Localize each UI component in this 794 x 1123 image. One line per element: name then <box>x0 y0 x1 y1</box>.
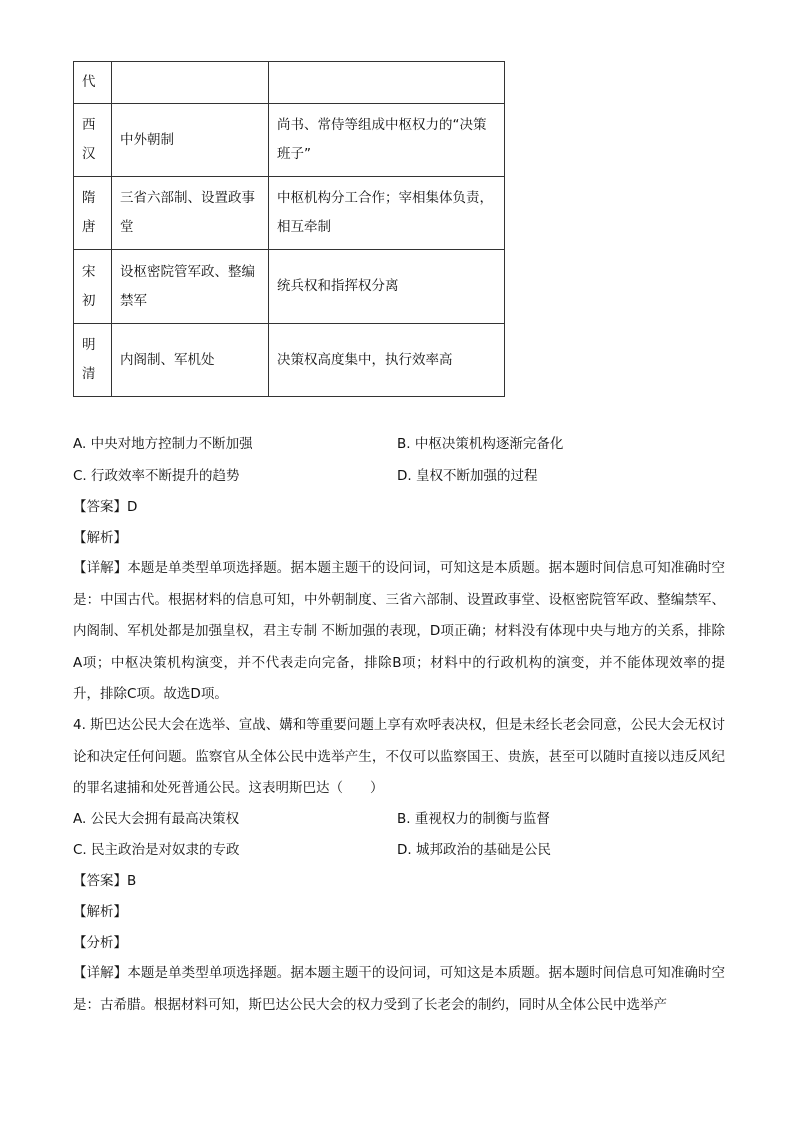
feature-cell: 决策权高度集中，执行效率高 <box>269 324 505 397</box>
era-cell: 明清 <box>74 324 112 397</box>
q4-stem: 4. 斯巴达公民大会在选举、宣战、媾和等重要问题上享有欢呼表决权，但是未经长老会同意，公民大会无权讨论和决定任何问题。监察官从全体公民中选举产生，不仅可以监察国王、贵族，甚至可以随时直接以违反风纪的罪名逮捕和处死普通公民。这表明斯巴达（ ） <box>73 717 725 796</box>
q4-detail: 【详解】本题是单类型单项选择题。据本题主题干的设问词，可知这是本质题。据本题时间信息可知准确时空是：古希腊。根据材料可知，斯巴达公民大会的权力受到了长老会的制约，同时从全体公民中选举产 <box>73 965 725 1013</box>
feature-cell: 中枢机构分工合作；宰相集体负责，相互牵制 <box>269 177 505 250</box>
table-row <box>74 324 505 397</box>
q4-answer: 【答案】B <box>73 873 137 889</box>
feature-cell <box>269 62 505 104</box>
table-row <box>74 250 505 324</box>
q3-detail: 【详解】本题是单类型单项选择题。据本题主题干的设问词，可知这是本质题。据本题时间信息可知准确时空是：中国古代。根据材料的信息可知，中外朝制度、三省六部制、设置政事堂、设枢密院管军政、整编禁军、内阁制、军机处都是加强皇权，君主专制 不断加强的表现，D项正确；材料没有体现中央与地方的关系，排除A项；中枢决策机构演变，并不代表走向完备，排除B项；材料中的行政机构的演变，并不能体现效率的提升，排除C项。故选D项。 <box>73 560 725 702</box>
system-cell: 中外朝制 <box>112 104 269 177</box>
era-cell: 宋初 <box>74 250 112 324</box>
q3-analysis-label: 【解析】 <box>73 530 127 546</box>
system-cell <box>112 62 269 104</box>
q4-option-d: D. 城邦政治的基础是公民 <box>397 842 551 858</box>
era-cell: 西汉 <box>74 104 112 177</box>
q3-option-c: C. 行政效率不断提升的趋势 <box>73 468 240 484</box>
q3-option-d: D. 皇权不断加强的过程 <box>397 468 538 484</box>
era-cell: 代 <box>74 62 112 104</box>
q3-option-b: B. 中枢决策机构逐渐完备化 <box>397 436 564 452</box>
q4-analysis2-label: 【分析】 <box>73 935 127 951</box>
feature-cell: 统兵权和指挥权分离 <box>269 250 505 324</box>
history-table <box>73 61 505 397</box>
q4-option-b: B. 重视权力的制衡与监督 <box>397 811 550 827</box>
q4-option-a: A. 公民大会拥有最高决策权 <box>73 811 240 827</box>
system-cell: 内阁制、军机处 <box>112 324 269 397</box>
table-row <box>74 177 505 250</box>
system-cell: 设枢密院管军政、整编禁军 <box>112 250 269 324</box>
era-cell: 隋唐 <box>74 177 112 250</box>
q3-answer: 【答案】D <box>73 499 138 515</box>
table-row <box>74 104 505 177</box>
system-cell: 三省六部制、设置政事堂 <box>112 177 269 250</box>
table-row <box>74 62 505 104</box>
q4-analysis-label: 【解析】 <box>73 904 127 920</box>
feature-cell: 尚书、常侍等组成中枢权力的“决策班子” <box>269 104 505 177</box>
q3-option-a: A. 中央对地方控制力不断加强 <box>73 436 253 452</box>
q4-option-c: C. 民主政治是对奴隶的专政 <box>73 842 240 858</box>
